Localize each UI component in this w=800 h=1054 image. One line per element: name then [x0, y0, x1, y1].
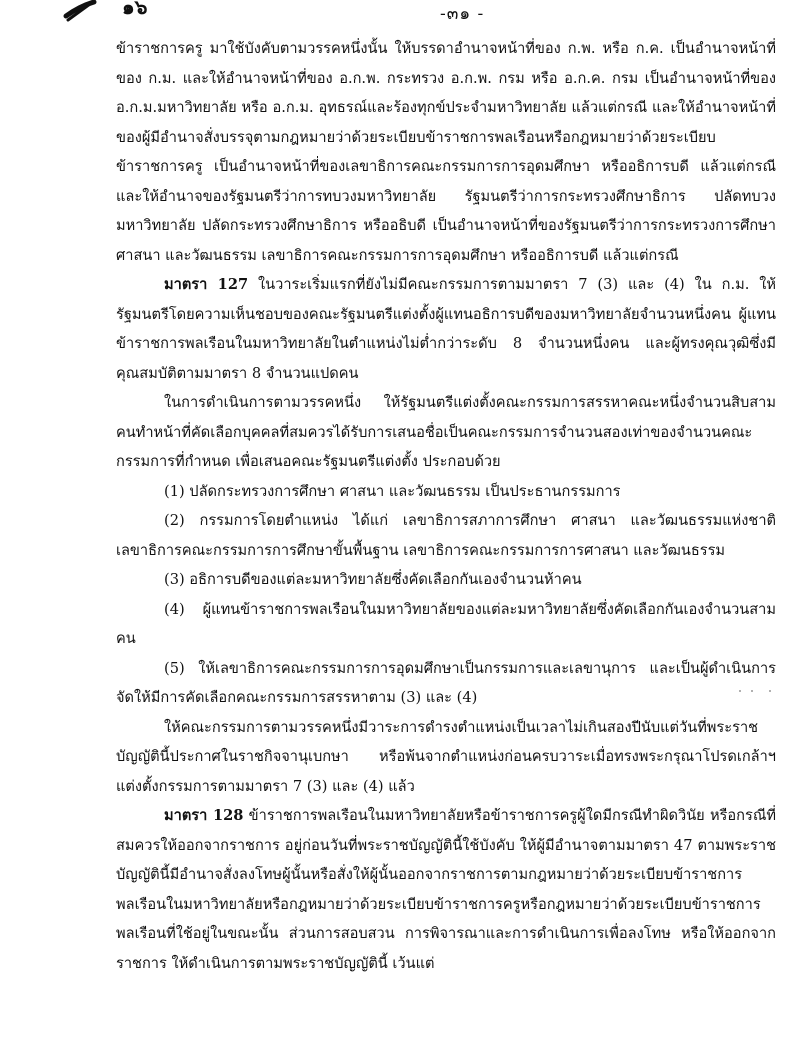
paragraph-text: ในการดำเนินการตามวรรคหนึ่ง ให้รัฐมนตรีแต่งตั้งคณะกรรมการสรรหาคณะหนึ่งจำนวนสิบสามคนทำหน้าที่คัดเลือกบุคคลที่สมควรได้รับการเสนอชื่อเป็นคณะกรรมการจำนวนสองเท่าของจำนวนคณะกรรมการที่กำหนด เพื่อเสนอคณะรัฐมนตรีแต่งตั้ง ประกอบด้วย — [116, 394, 776, 470]
list-item-text: (5) ให้เลขาธิการคณะกรรมการการอุดมศึกษาเป็นกรรมการและเลขานุการ และเป็นผู้ดำเนินการจัดให้มีการคัดเลือกคณะกรรมการสรรหาตาม (3) และ (4) — [116, 659, 776, 706]
list-item — [116, 565, 776, 595]
list-item — [116, 477, 776, 507]
section-heading: มาตรา 127 — [164, 276, 249, 293]
list-item — [116, 506, 776, 565]
paragraph-text: ข้าราชการครู มาใช้บังคับตามวรรคหนึ่งนั้น ให้บรรดาอำนาจหน้าที่ของ ก.พ. หรือ ก.ค. เป็นอำนาจหน้าที่ของ ก.ม. และให้อำนาจหน้าที่ของ อ.ก.พ. กระทรวง อ.ก.พ. กรม หรือ อ.ก.ค. กรม เป็นอำนาจหน้าที่ของ อ.ก.ม.มหาวิทยาลัย หรือ อ.ก.ม. อุทธรณ์และร้องทุกข์ประจำมหาวิทยาลัย แล้วแต่กรณี และให้อำนาจหน้าที่ของผู้มีอำนาจสั่งบรรจุตามกฎหมายว่าด้วยระเบียบข้าราชการพลเรือนหรือกฎหมายว่าด้วยระเบียบข้าราชการครู เป็นอำนาจหน้าที่ของเลขาธิการคณะกรรมการการอุดมศึกษา หรืออธิการบดี แล้วแต่กรณี และให้อำนาจของรัฐมนตรีว่าการทบวงมหาวิทยาลัย รัฐมนตรีว่าการกระทรวงศึกษาธิการ ปลัดทบวงมหาวิทยาลัย ปลัดกระทรวงศึกษาธิการ หรืออธิบดี เป็นอำนาจหน้าที่ของรัฐมนตรีว่าการกระทรวงการศึกษา ศาสนา และวัฒนธรรม เลขาธิการคณะกรรมการการอุดมศึกษา หรืออธิการบดี แล้วแต่กรณี — [116, 40, 776, 264]
paragraph-section-127 — [116, 270, 776, 388]
list-item-text: (1) ปลัดกระทรวงการศึกษา ศาสนา และวัฒนธรรม เป็นประธานกรรมการ — [164, 482, 621, 500]
section-heading: มาตรา 128 — [164, 807, 244, 824]
paragraph — [116, 388, 776, 477]
paragraph-text: ให้คณะกรรมการตามวรรคหนึ่งมีวาระการดำรงตำแหน่งเป็นเวลาไม่เกินสองปีนับแต่วันที่พระราชบัญญัตินี้ประกาศในราชกิจจานุเบกษา หรือพ้นจากตำแหน่งก่อนครบวาระเมื่อทรงพระกรุณาโปรดเกล้าฯ แต่งตั้งกรรมการตามมาตรา 7 (3) และ (4) แล้ว — [116, 718, 776, 795]
handwritten-scribble — [60, 0, 180, 24]
list-item — [116, 654, 776, 713]
scan-dots-decoration — [620, 686, 780, 696]
page-number: -๓๑ - — [440, 4, 485, 24]
list-item — [116, 595, 776, 654]
scribble-text: ๑๖ — [122, 0, 148, 19]
document-body — [116, 34, 776, 978]
paragraph — [116, 713, 776, 802]
list-item-text: (4) ผู้แทนข้าราชการพลเรือนในมหาวิทยาลัยของแต่ละมหาวิทยาลัยซึ่งคัดเลือกกันเองจำนวนสามคน — [116, 600, 776, 647]
paragraph — [116, 34, 776, 270]
paragraph-text: ในวาระเริ่มแรกที่ยังไม่มีคณะกรรมการตามมาตรา 7 (3) และ (4) ใน ก.ม. ให้รัฐมนตรีโดยความเห็นชอบของคณะรัฐมนตรีแต่งตั้งผู้แทนอธิการบดีของมหาวิทยาลัยจำนวนหนึ่งคน ผู้แทนข้าราชการพลเรือนในมหาวิทยาลัยในตำแหน่งไม่ต่ำกว่าระดับ 8 จำนวนหนึ่งคน และผู้ทรงคุณวุฒิซึ่งมีคุณสมบัติตามมาตรา 8 จำนวนแปดคน — [116, 276, 776, 382]
list-item-text: (3) อธิการบดีของแต่ละมหาวิทยาลัยซึ่งคัดเลือกกันเองจำนวนห้าคน — [164, 571, 582, 588]
paragraph-section-128 — [116, 801, 776, 978]
list-item-text: (2) กรรมการโดยตำแหน่ง ได้แก่ เลขาธิการสภาการศึกษา ศาสนา และวัฒนธรรมแห่งชาติ เลขาธิการคณะกรรมการการศึกษาขั้นพื้นฐาน เลขาธิการคณะกรรมการการศาสนา และวัฒนธรรม — [116, 512, 776, 559]
paragraph-text: ข้าราชการพลเรือนในมหาวิทยาลัยหรือข้าราชการครูผู้ใดมีกรณีทำผิดวินัย หรือกรณีที่สมควรให้ออกจากราชการ อยู่ก่อนวันที่พระราชบัญญัตินี้ใช้บังคับ ให้ผู้มีอำนาจตามมาตรา 47 ตามพระราชบัญญัตินี้มีอำนาจสั่งลงโทษผู้นั้นหรือสั่งให้ผู้นั้นออกจากราชการตามกฎหมายว่าด้วยระเบียบข้าราชการพลเรือนในมหาวิทยาลัยหรือกฎหมายว่าด้วยระเบียบข้าราชการครูหรือกฎหมายว่าด้วยระเบียบข้าราชการพลเรือนที่ใช้อยู่ในขณะนั้น ส่วนการสอบสวน การพิจารณาและการดำเนินการเพื่อลงโทษ หรือให้ออกจากราชการ ให้ดำเนินการตามพระราชบัญญัตินี้ เว้นแต่ — [116, 807, 776, 972]
